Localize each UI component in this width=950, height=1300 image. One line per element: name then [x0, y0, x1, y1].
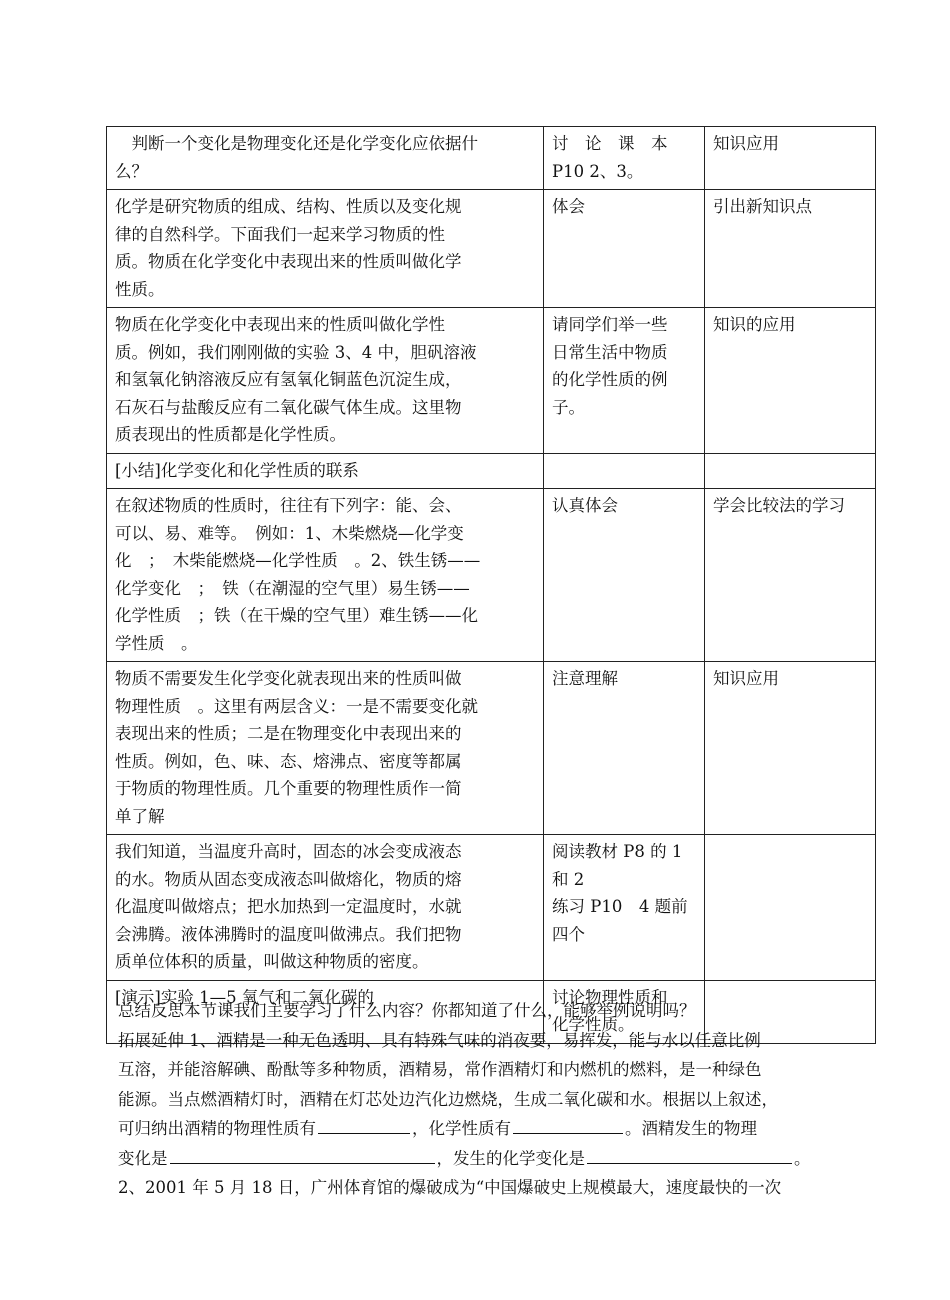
activity-cell: [544, 127, 705, 190]
activity-line: 注意理解: [552, 669, 618, 688]
content-line: 质表现出的性质都是化学性质。: [115, 425, 346, 444]
content-line: 化学变化 ； 铁（在潮湿的空气里）易生锈——: [115, 578, 470, 598]
physical-change-label: 变化是: [118, 1148, 168, 1168]
activity-line: 子。: [552, 397, 585, 417]
body-text: [118, 996, 854, 1203]
content-line: 化学性质 ；铁（在干燥的空气里）难生锈——化: [115, 606, 478, 625]
lesson-table: [106, 126, 876, 1044]
purpose-cell: 知识应用: [705, 662, 876, 835]
table-row: [107, 453, 876, 489]
extension-line-1: 拓展延伸 1、酒精是一种无色透明、具有特殊气味的消夜要，易挥发，能与水以任意比例: [118, 1030, 761, 1050]
activity-cell: [544, 835, 705, 981]
purpose-cell: 知识的应用: [705, 308, 876, 454]
content-line: 在叙述物质的性质时，往往有下列字：能、会、: [115, 496, 462, 515]
content-cell: [107, 453, 544, 489]
line-end-period: 。: [794, 1148, 811, 1168]
content-line: 质。例如，我们刚刚做的实验 3、4 中，胆矾溶液: [115, 342, 477, 362]
purpose-cell: 知识应用: [705, 127, 876, 190]
content-cell: [107, 489, 544, 662]
content-line: 于物质的物理性质。几个重要的物理性质作一简: [115, 779, 462, 798]
physical-change-blank[interactable]: [170, 1162, 435, 1164]
content-cell: [107, 190, 544, 308]
table-row: [107, 127, 876, 190]
content-cell: [107, 662, 544, 835]
content-line: 的水。物质从固态变成液态叫做熔化，物质的熔: [115, 869, 462, 889]
content-line: 性质。: [115, 279, 165, 299]
physical-property-prompt: 可归纳出酒精的物理性质有: [118, 1119, 316, 1138]
chemical-property-blank[interactable]: [513, 1132, 623, 1134]
physical-change-prompt: 。酒精发生的物理: [625, 1119, 757, 1138]
purpose-cell: 学会比较法的学习: [705, 489, 876, 662]
activity-line: 讨论物理性质和: [552, 987, 668, 1007]
table-row: [107, 308, 876, 454]
activity-line: 体会: [552, 197, 585, 216]
content-cell: [107, 127, 544, 190]
activity-line: 练习 P10 4 题前: [552, 897, 688, 916]
content-line: 单了解: [115, 806, 165, 826]
purpose-cell: [705, 453, 876, 489]
chemical-property-prompt: ，化学性质有: [412, 1119, 511, 1138]
content-line: 和氢氧化钠溶液反应有氢氧化铜蓝色沉淀生成，: [115, 370, 462, 389]
activity-line: 的化学性质的例: [552, 370, 668, 389]
activity-cell: [544, 190, 705, 308]
activity-line: 四个: [552, 924, 585, 944]
content-line: 质单位体积的质量，叫做这种物质的密度。: [115, 952, 429, 971]
content-line: 物质不需要发生化学变化就表现出来的性质叫做: [115, 669, 462, 688]
content-line: 物理性质 。这里有两层含义：一是不需要变化就: [115, 696, 478, 716]
content-line: [小结]化学变化和化学性质的联系: [115, 460, 359, 480]
purpose-cell: [705, 835, 876, 981]
activity-line: P10 2、3。: [552, 161, 644, 181]
activity-line: 和 2: [552, 869, 585, 889]
content-line: 化 ； 木柴能燃烧—化学性质 。2、铁生锈——: [115, 551, 481, 570]
extension-line-4: [118, 1114, 854, 1144]
extension-line-5: [118, 1144, 854, 1174]
content-line: 学性质 。: [115, 633, 198, 653]
content-line: 质。物质在化学变化中表现出来的性质叫做化学: [115, 252, 462, 271]
content-line: 我们知道，当温度升高时，固态的冰会变成液态: [115, 842, 462, 861]
activity-line: 讨 论 课 本: [552, 134, 668, 153]
activity-cell: [544, 662, 705, 835]
content-cell: [107, 308, 544, 454]
content-line: 表现出来的性质；二是在物理变化中表现出来的: [115, 724, 462, 743]
activity-cell: [544, 453, 705, 489]
content-line: 可以、易、难等。 例如：1、木柴燃烧—化学变: [115, 523, 464, 543]
table-row: [107, 489, 876, 662]
content-line: 律的自然科学。下面我们一起来学习物质的性: [115, 224, 445, 244]
extension-line-3: 能源。当点燃酒精灯时，酒精在灯芯处边汽化边燃烧，生成二氧化碳和水。根据以上叙述，: [118, 1089, 778, 1109]
purpose-cell: 引出新知识点: [705, 190, 876, 308]
content-line: [演示]实验 1—5 氧气和二氧化碳的: [115, 987, 374, 1007]
content-line: 会沸腾。液体沸腾时的温度叫做沸点。我们把物: [115, 924, 462, 944]
content-line: 石灰石与盐酸反应有二氧化碳气体生成。这里物: [115, 397, 462, 417]
physical-property-blank[interactable]: [318, 1132, 410, 1134]
activity-line: 日常生活中物质: [552, 342, 668, 362]
content-line: 化学是研究物质的组成、结构、性质以及变化规: [115, 197, 462, 216]
content-line: 么？: [115, 161, 148, 181]
content-cell: [107, 835, 544, 981]
activity-cell: [544, 489, 705, 662]
table-row: [107, 662, 876, 835]
activity-line: 请同学们举一些: [552, 315, 668, 334]
extension-line-2: 互溶，并能溶解碘、酚酞等多种物质，酒精易，常作酒精灯和内燃机的燃料，是一种绿色: [118, 1060, 762, 1079]
summary-line: 总结反思本节课我们主要学习了什么内容？你都知道了什么，能够举例说明吗？: [118, 1001, 696, 1020]
activity-cell: [544, 308, 705, 454]
chemical-change-prompt: ，发生的化学变化是: [436, 1148, 585, 1168]
activity-line: 认真体会: [552, 496, 618, 515]
chemical-change-blank[interactable]: [587, 1162, 792, 1164]
content-line: 物质在化学变化中表现出来的性质叫做化学性: [115, 315, 445, 334]
activity-line: 化学性质。: [552, 1015, 635, 1034]
table-row: [107, 190, 876, 308]
activity-line: 阅读教材 P8 的 1: [552, 842, 683, 861]
content-line: 性质。例如，色、味、态、熔沸点、密度等都属: [115, 751, 462, 771]
extension-line-6: 2、2001 年 5 月 18 日，广州体育馆的爆破成为“中国爆破史上规模最大，速度最快的一次: [118, 1178, 782, 1197]
content-line: 化温度叫做熔点；把水加热到一定温度时，水就: [115, 897, 462, 916]
table-row: [107, 835, 876, 981]
content-line: 判断一个变化是物理变化还是化学变化应依据什: [115, 134, 478, 153]
